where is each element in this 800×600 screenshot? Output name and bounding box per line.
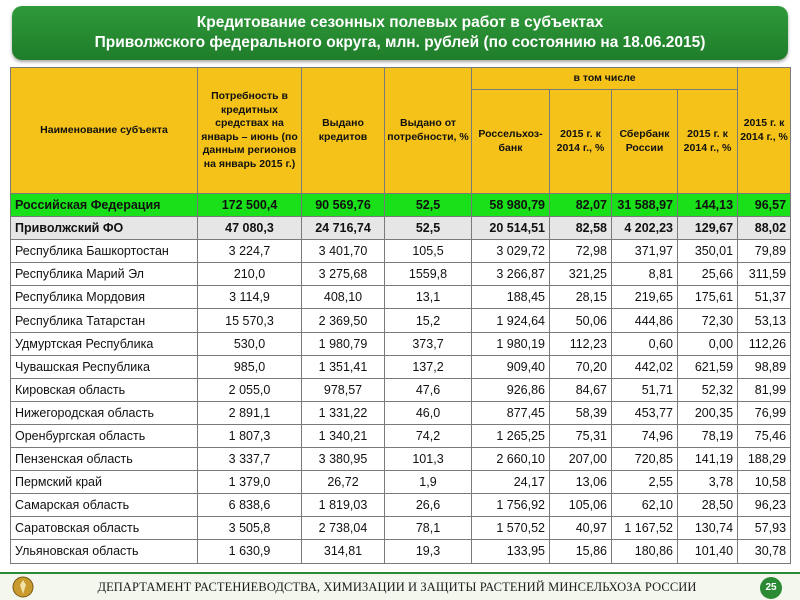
cell-pct-need: 19,3	[385, 540, 472, 563]
table-row	[11, 517, 791, 540]
cell-total-pct: 75,46	[738, 424, 791, 447]
cell-sber-pct: 25,66	[678, 263, 738, 286]
cell-sber-pct: 175,61	[678, 286, 738, 309]
cell-subject-name: Российская Федерация	[11, 194, 198, 217]
cell-pct-need: 46,0	[385, 401, 472, 424]
table-row	[11, 494, 791, 517]
cell-sber-pct: 144,13	[678, 194, 738, 217]
cell-rsb-pct: 50,06	[550, 309, 612, 332]
cell-pct-need: 1559,8	[385, 263, 472, 286]
header-need: Потребность в кредитных средствах на январь – июнь (по данным регионов на январь 2015 г.)	[198, 68, 302, 194]
cell-total-pct: 10,58	[738, 471, 791, 494]
cell-sber-pct: 0,00	[678, 332, 738, 355]
cell-need: 3 337,7	[198, 448, 302, 471]
cell-rsb-pct: 13,06	[550, 471, 612, 494]
cell-pct-need: 52,5	[385, 217, 472, 240]
table-row	[11, 240, 791, 263]
table-row	[11, 194, 791, 217]
cell-rsb: 2 660,10	[472, 448, 550, 471]
cell-need: 6 838,6	[198, 494, 302, 517]
cell-pct-need: 74,2	[385, 424, 472, 447]
table-row	[11, 263, 791, 286]
cell-sber-pct: 78,19	[678, 424, 738, 447]
cell-subject-name: Пермский край	[11, 471, 198, 494]
cell-subject-name: Саратовская область	[11, 517, 198, 540]
cell-pct-need: 373,7	[385, 332, 472, 355]
table-row	[11, 332, 791, 355]
table-row	[11, 217, 791, 240]
header-sber: Сбербанк России	[612, 90, 678, 194]
cell-pct-need: 52,5	[385, 194, 472, 217]
table-row	[11, 424, 791, 447]
cell-need: 1 379,0	[198, 471, 302, 494]
cell-rsb-pct: 75,31	[550, 424, 612, 447]
cell-total-pct: 98,89	[738, 355, 791, 378]
cell-sber-pct: 350,01	[678, 240, 738, 263]
cell-pct-need: 26,6	[385, 494, 472, 517]
cell-sber: 74,96	[612, 424, 678, 447]
cell-total-pct: 188,29	[738, 448, 791, 471]
header-sber-pct: 2015 г. к 2014 г., %	[678, 90, 738, 194]
cell-total-pct: 96,57	[738, 194, 791, 217]
cell-need: 210,0	[198, 263, 302, 286]
cell-total-pct: 88,02	[738, 217, 791, 240]
cell-issued: 1 331,22	[302, 401, 385, 424]
cell-rsb-pct: 82,58	[550, 217, 612, 240]
cell-pct-need: 105,5	[385, 240, 472, 263]
header-rsb: Россельхоз-банк	[472, 90, 550, 194]
cell-rsb: 3 029,72	[472, 240, 550, 263]
cell-sber: 2,55	[612, 471, 678, 494]
header-including: в том числе	[472, 68, 738, 90]
credit-table-wrapper	[10, 67, 790, 564]
cell-total-pct: 57,93	[738, 517, 791, 540]
cell-issued: 2 369,50	[302, 309, 385, 332]
cell-rsb-pct: 58,39	[550, 401, 612, 424]
cell-rsb-pct: 72,98	[550, 240, 612, 263]
table-body	[11, 194, 791, 564]
title-banner	[12, 6, 788, 60]
cell-issued: 90 569,76	[302, 194, 385, 217]
cell-rsb: 1 265,25	[472, 424, 550, 447]
cell-pct-need: 78,1	[385, 517, 472, 540]
cell-issued: 3 401,70	[302, 240, 385, 263]
cell-need: 172 500,4	[198, 194, 302, 217]
header-name: Наименование субъекта	[11, 68, 198, 194]
ministry-emblem-icon	[12, 576, 34, 598]
cell-rsb: 58 980,79	[472, 194, 550, 217]
cell-subject-name: Оренбургская область	[11, 424, 198, 447]
cell-total-pct: 51,37	[738, 286, 791, 309]
cell-subject-name: Республика Марий Эл	[11, 263, 198, 286]
cell-pct-need: 101,3	[385, 448, 472, 471]
cell-issued: 2 738,04	[302, 517, 385, 540]
cell-need: 985,0	[198, 355, 302, 378]
cell-total-pct: 112,26	[738, 332, 791, 355]
cell-sber: 31 588,97	[612, 194, 678, 217]
table-row	[11, 401, 791, 424]
table-row	[11, 286, 791, 309]
cell-pct-need: 15,2	[385, 309, 472, 332]
cell-sber: 453,77	[612, 401, 678, 424]
table-row	[11, 448, 791, 471]
cell-rsb: 877,45	[472, 401, 550, 424]
cell-rsb-pct: 28,15	[550, 286, 612, 309]
cell-need: 1 807,3	[198, 424, 302, 447]
table-row	[11, 378, 791, 401]
cell-sber-pct: 28,50	[678, 494, 738, 517]
cell-sber-pct: 52,32	[678, 378, 738, 401]
cell-rsb: 133,95	[472, 540, 550, 563]
cell-issued: 408,10	[302, 286, 385, 309]
cell-sber-pct: 3,78	[678, 471, 738, 494]
header-total-pct: 2015 г. к 2014 г., %	[738, 68, 791, 194]
cell-rsb-pct: 82,07	[550, 194, 612, 217]
cell-total-pct: 79,89	[738, 240, 791, 263]
cell-rsb-pct: 321,25	[550, 263, 612, 286]
cell-rsb-pct: 112,23	[550, 332, 612, 355]
cell-sber: 1 167,52	[612, 517, 678, 540]
cell-subject-name: Пензенская область	[11, 448, 198, 471]
cell-need: 3 224,7	[198, 240, 302, 263]
cell-sber: 219,65	[612, 286, 678, 309]
cell-sber-pct: 141,19	[678, 448, 738, 471]
table-row	[11, 471, 791, 494]
cell-rsb: 1 924,64	[472, 309, 550, 332]
cell-sber: 720,85	[612, 448, 678, 471]
title-line-1: Кредитование сезонных полевых работ в субъектах	[196, 14, 604, 31]
cell-sber: 442,02	[612, 355, 678, 378]
cell-need: 15 570,3	[198, 309, 302, 332]
table-row	[11, 540, 791, 563]
title-line-2: Приволжского федерального округа, млн. рублей (по состоянию на 18.06.2015)	[94, 34, 706, 51]
cell-issued: 3 275,68	[302, 263, 385, 286]
cell-sber: 180,86	[612, 540, 678, 563]
table-row	[11, 309, 791, 332]
cell-total-pct: 53,13	[738, 309, 791, 332]
cell-subject-name: Удмуртская Республика	[11, 332, 198, 355]
table-row	[11, 355, 791, 378]
cell-issued: 978,57	[302, 378, 385, 401]
cell-subject-name: Самарская область	[11, 494, 198, 517]
cell-sber-pct: 621,59	[678, 355, 738, 378]
cell-rsb: 1 570,52	[472, 517, 550, 540]
cell-issued: 1 340,21	[302, 424, 385, 447]
credit-table	[10, 67, 791, 564]
cell-sber: 62,10	[612, 494, 678, 517]
cell-subject-name: Республика Мордовия	[11, 286, 198, 309]
header-issued: Выдано кредитов	[302, 68, 385, 194]
cell-issued: 314,81	[302, 540, 385, 563]
cell-need: 2 891,1	[198, 401, 302, 424]
cell-rsb-pct: 40,97	[550, 517, 612, 540]
cell-rsb: 24,17	[472, 471, 550, 494]
cell-total-pct: 81,99	[738, 378, 791, 401]
cell-need: 530,0	[198, 332, 302, 355]
cell-pct-need: 137,2	[385, 355, 472, 378]
cell-rsb-pct: 70,20	[550, 355, 612, 378]
cell-need: 1 630,9	[198, 540, 302, 563]
footer	[0, 572, 800, 600]
cell-sber: 371,97	[612, 240, 678, 263]
cell-subject-name: Республика Татарстан	[11, 309, 198, 332]
cell-issued: 1 351,41	[302, 355, 385, 378]
page-number: 25	[760, 577, 782, 599]
cell-issued: 3 380,95	[302, 448, 385, 471]
cell-sber: 8,81	[612, 263, 678, 286]
cell-sber-pct: 130,74	[678, 517, 738, 540]
cell-need: 3 114,9	[198, 286, 302, 309]
cell-rsb-pct: 207,00	[550, 448, 612, 471]
cell-subject-name: Республика Башкортостан	[11, 240, 198, 263]
cell-subject-name: Кировская область	[11, 378, 198, 401]
cell-subject-name: Чувашская Республика	[11, 355, 198, 378]
cell-total-pct: 30,78	[738, 540, 791, 563]
cell-rsb: 1 980,19	[472, 332, 550, 355]
cell-sber: 4 202,23	[612, 217, 678, 240]
cell-sber: 444,86	[612, 309, 678, 332]
cell-issued: 24 716,74	[302, 217, 385, 240]
cell-need: 3 505,8	[198, 517, 302, 540]
cell-sber-pct: 129,67	[678, 217, 738, 240]
cell-need: 2 055,0	[198, 378, 302, 401]
cell-issued: 1 980,79	[302, 332, 385, 355]
cell-rsb: 926,86	[472, 378, 550, 401]
header-rsb-pct: 2015 г. к 2014 г., %	[550, 90, 612, 194]
cell-sber: 51,71	[612, 378, 678, 401]
header-pct-need: Выдано от потребности, %	[385, 68, 472, 194]
cell-sber-pct: 101,40	[678, 540, 738, 563]
cell-issued: 26,72	[302, 471, 385, 494]
cell-rsb: 20 514,51	[472, 217, 550, 240]
footer-department: ДЕПАРТАМЕНТ РАСТЕНИЕВОДСТВА, ХИМИЗАЦИИ И ЗАЩИТЫ РАСТЕНИЙ МИНСЕЛЬХОЗА РОССИИ	[97, 580, 697, 594]
cell-total-pct: 76,99	[738, 401, 791, 424]
cell-rsb: 1 756,92	[472, 494, 550, 517]
cell-rsb: 909,40	[472, 355, 550, 378]
cell-total-pct: 96,23	[738, 494, 791, 517]
cell-subject-name: Нижегородская область	[11, 401, 198, 424]
cell-sber-pct: 72,30	[678, 309, 738, 332]
cell-need: 47 080,3	[198, 217, 302, 240]
cell-rsb-pct: 15,86	[550, 540, 612, 563]
cell-rsb-pct: 84,67	[550, 378, 612, 401]
cell-issued: 1 819,03	[302, 494, 385, 517]
cell-sber: 0,60	[612, 332, 678, 355]
cell-rsb: 188,45	[472, 286, 550, 309]
cell-pct-need: 13,1	[385, 286, 472, 309]
cell-pct-need: 1,9	[385, 471, 472, 494]
cell-pct-need: 47,6	[385, 378, 472, 401]
cell-rsb: 3 266,87	[472, 263, 550, 286]
cell-total-pct: 311,59	[738, 263, 791, 286]
cell-subject-name: Приволжский ФО	[11, 217, 198, 240]
cell-subject-name: Ульяновская область	[11, 540, 198, 563]
cell-sber-pct: 200,35	[678, 401, 738, 424]
cell-rsb-pct: 105,06	[550, 494, 612, 517]
